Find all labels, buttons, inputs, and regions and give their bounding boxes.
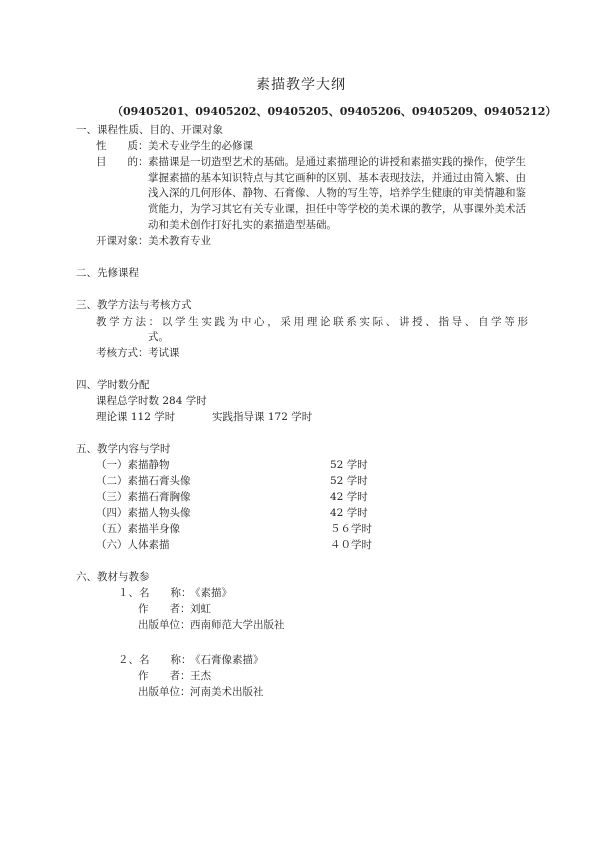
content-item-hours: 52 学时 xyxy=(330,459,368,471)
book-publisher: 河南美术出版社 xyxy=(190,686,264,698)
section-6-heading: 六、教材与教参 xyxy=(76,571,150,583)
purpose-line-4: 赏能力，为学习其它有关专业课，担任中等学校的美术课的教学，从事课外美术活 xyxy=(148,203,526,215)
method-line-1: 教学方法：以学生实践为中心，采用理论联系实际、讲授、指导、自学等形 xyxy=(96,316,528,328)
book-name: 《石膏像素描》 xyxy=(190,654,264,666)
exam-label: 考核方式： xyxy=(96,347,149,359)
practice-hours: 实践指导课 172 学时 xyxy=(212,411,313,423)
content-item-label: （二）素描石膏头像 xyxy=(96,475,191,487)
nature-value: 美术专业学生的必修课 xyxy=(148,140,253,152)
book-author-label: 作 者： xyxy=(138,670,191,682)
book-publisher: 西南师范大学出版社 xyxy=(190,619,285,631)
nature-label: 性 质： xyxy=(96,140,149,152)
book-publisher-label: 出版单位： xyxy=(138,686,191,698)
content-item-label: （六）人体素描 xyxy=(96,539,170,551)
content-item-hours: 42 学时 xyxy=(330,491,368,503)
book-name: 《素描》 xyxy=(190,587,232,599)
content-item-label: （四）素描人物头像 xyxy=(96,507,191,519)
content-item-label: （一）素描静物 xyxy=(96,459,170,471)
content-item-hours: 52 学时 xyxy=(330,475,368,487)
content-item-hours: ５６学时 xyxy=(330,523,372,535)
purpose-line-1: 素描课是一切造型艺术的基础。是通过素描理论的讲授和素描实践的操作，使学生 xyxy=(148,156,526,168)
content-item-label: （三）素描石膏胸像 xyxy=(96,491,191,503)
book-author-label: 作 者： xyxy=(138,603,191,615)
book-author: 王杰 xyxy=(190,670,211,682)
purpose-line-5: 动和美术创作打好扎实的素描造型基础。 xyxy=(148,219,337,231)
theory-hours: 理论课 112 学时 xyxy=(96,411,176,423)
book-name-label: １、名 称： xyxy=(118,587,192,599)
section-3-heading: 三、教学方法与考核方式 xyxy=(76,299,192,311)
book-author: 刘虹 xyxy=(190,603,211,615)
purpose-line-3: 浅入深的几何形体、静物、石膏像、人物的写生等，培养学生健康的审美情趣和鉴 xyxy=(148,187,526,199)
purpose-line-2: 掌握素描的基本知识特点与其它画种的区别、基本表现技法，并通过由简入繁、由 xyxy=(148,172,526,184)
content-item-hours: ４０学时 xyxy=(330,539,372,551)
method-line-2: 式。 xyxy=(148,331,169,343)
section-2-heading: 二、先修课程 xyxy=(76,267,139,279)
section-1-heading: 一、课程性质、目的、开课对象 xyxy=(76,124,223,136)
book-publisher-label: 出版单位： xyxy=(138,619,191,631)
section-4-heading: 四、学时数分配 xyxy=(76,379,150,391)
section-5-heading: 五、教学内容与学时 xyxy=(76,443,171,455)
total-hours: 课程总学时数 284 学时 xyxy=(96,395,207,407)
audience-value: 美术教育专业 xyxy=(148,235,211,247)
exam-value: 考试课 xyxy=(148,347,180,359)
book-name-label: ２、名 称： xyxy=(118,654,192,666)
audience-label: 开课对象： xyxy=(96,235,149,247)
course-codes: （09405201、09405202、09405205、09405206、09405209、09405212） xyxy=(112,105,557,118)
page-title: 素描教学大纲 xyxy=(256,77,346,93)
content-item-label: （五）素描半身像 xyxy=(96,523,180,535)
content-item-hours: 42 学时 xyxy=(330,507,368,519)
purpose-label: 目 的： xyxy=(96,156,149,168)
